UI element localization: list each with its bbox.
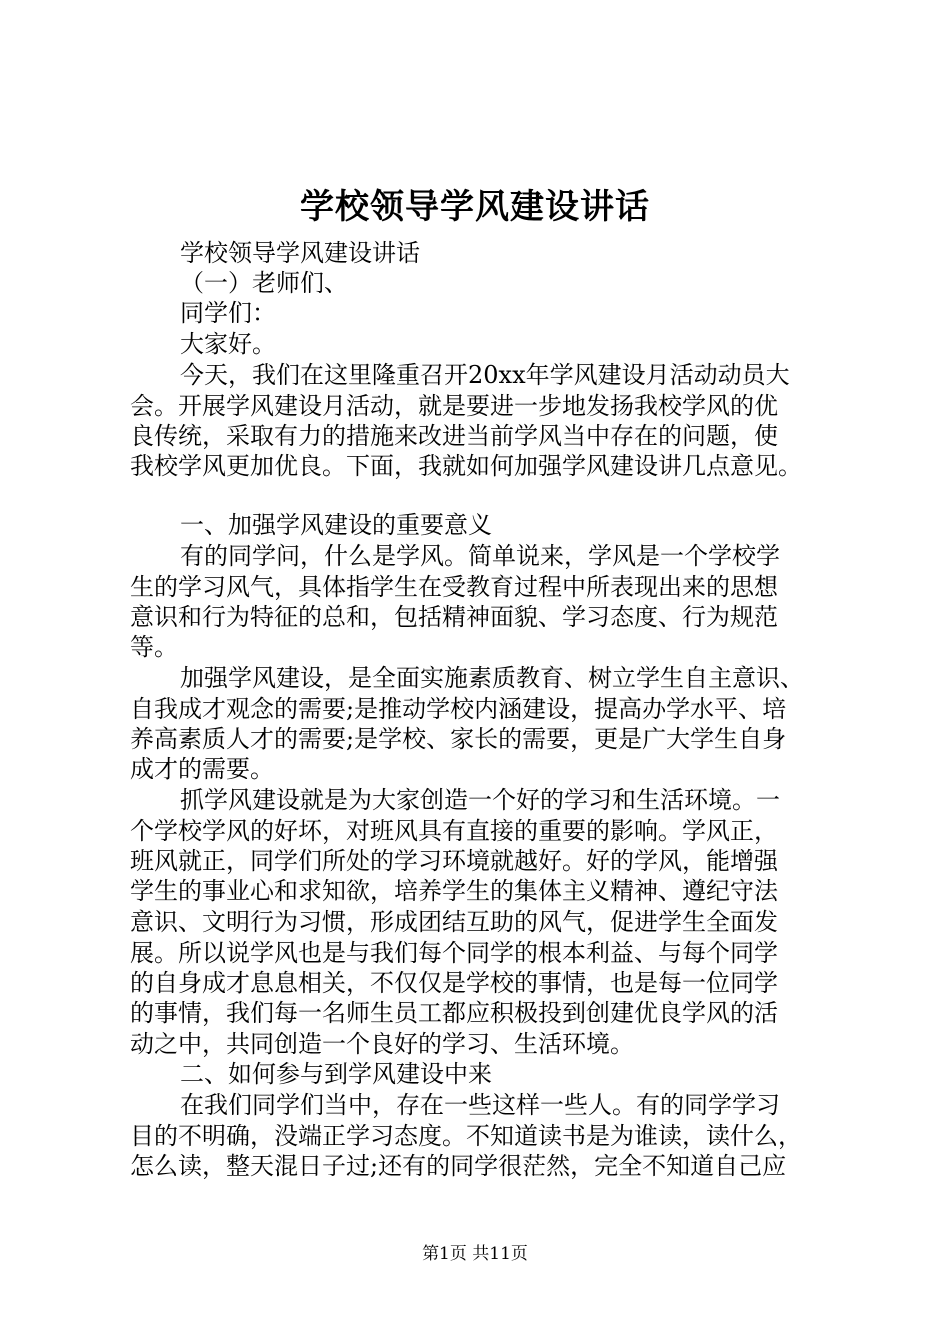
body-line: 怎么读，整天混日子过;还有的同学很茫然，完全不知道自己应	[130, 1152, 787, 1180]
body-line: 今天，我们在这里隆重召开20xx年学风建设月活动动员大	[180, 361, 790, 389]
body-line: 养高素质人才的需要;是学校、家长的需要，更是广大学生自身	[130, 725, 787, 753]
body-line: 生的学习风气，具体指学生在受教育过程中所表现出来的思想	[130, 573, 778, 601]
body-line: 加强学风建设，是全面实施素质教育、树立学生自主意识、	[180, 664, 804, 692]
body-line: 在我们同学们当中，存在一些这样一些人。有的同学学习	[180, 1091, 780, 1119]
body-line: 学校领导学风建设讲话	[180, 239, 420, 267]
body-line: 有的同学问，什么是学风。简单说来，学风是一个学校学	[180, 542, 780, 570]
body-line: 学生的事业心和求知欲，培养学生的集体主义精神、遵纪守法	[130, 877, 778, 905]
body-line: 同学们：	[180, 299, 276, 327]
section-heading: 二、如何参与到学风建设中来	[180, 1060, 492, 1088]
body-line: 我校学风更加优良。下面，我就如何加强学风建设讲几点意见。	[130, 452, 802, 480]
body-line: 抓学风建设就是为大家创造一个好的学习和生活环境。一	[180, 786, 780, 814]
body-line: 等。	[130, 633, 178, 661]
body-line: 的事情，我们每一名师生员工都应积极投到创建优良学风的活	[130, 999, 778, 1027]
body-line: 目的不明确，没端正学习态度。不知道读书是为谁读，读什么，	[130, 1122, 802, 1150]
body-line: 大家好。	[180, 330, 276, 358]
body-line: （一）老师们、	[180, 269, 348, 297]
body-line: 自我成才观念的需要;是推动学校内涵建设，提高办学水平、培	[130, 695, 787, 723]
body-line: 会。开展学风建设月活动，就是要进一步地发扬我校学风的优	[130, 392, 778, 420]
body-line: 成才的需要。	[130, 755, 274, 783]
body-line: 的自身成才息息相关，不仅仅是学校的事情，也是每一位同学	[130, 969, 778, 997]
body-line: 意识和行为特征的总和，包括精神面貌、学习态度、行为规范	[130, 603, 778, 631]
body-line: 个学校学风的好坏，对班风具有直接的重要的影响。学风正，	[130, 817, 778, 845]
body-line: 展。所以说学风也是与我们每个同学的根本利益、与每个同学	[130, 939, 778, 967]
body-line: 班风就正，同学们所处的学习环境就越好。好的学风，能增强	[130, 847, 778, 875]
body-line: 意识、文明行为习惯，形成团结互助的风气，促进学生全面发	[130, 908, 778, 936]
body-line: 良传统，采取有力的措施来改进当前学风当中存在的问题，使	[130, 422, 778, 450]
document-title: 学校领导学风建设讲话	[300, 187, 650, 227]
body-line: 动之中，共同创造一个良好的学习、生活环境。	[130, 1030, 634, 1058]
section-heading: 一、加强学风建设的重要意义	[180, 511, 492, 539]
page-number-footer: 第1页 共11页	[422, 1244, 528, 1264]
